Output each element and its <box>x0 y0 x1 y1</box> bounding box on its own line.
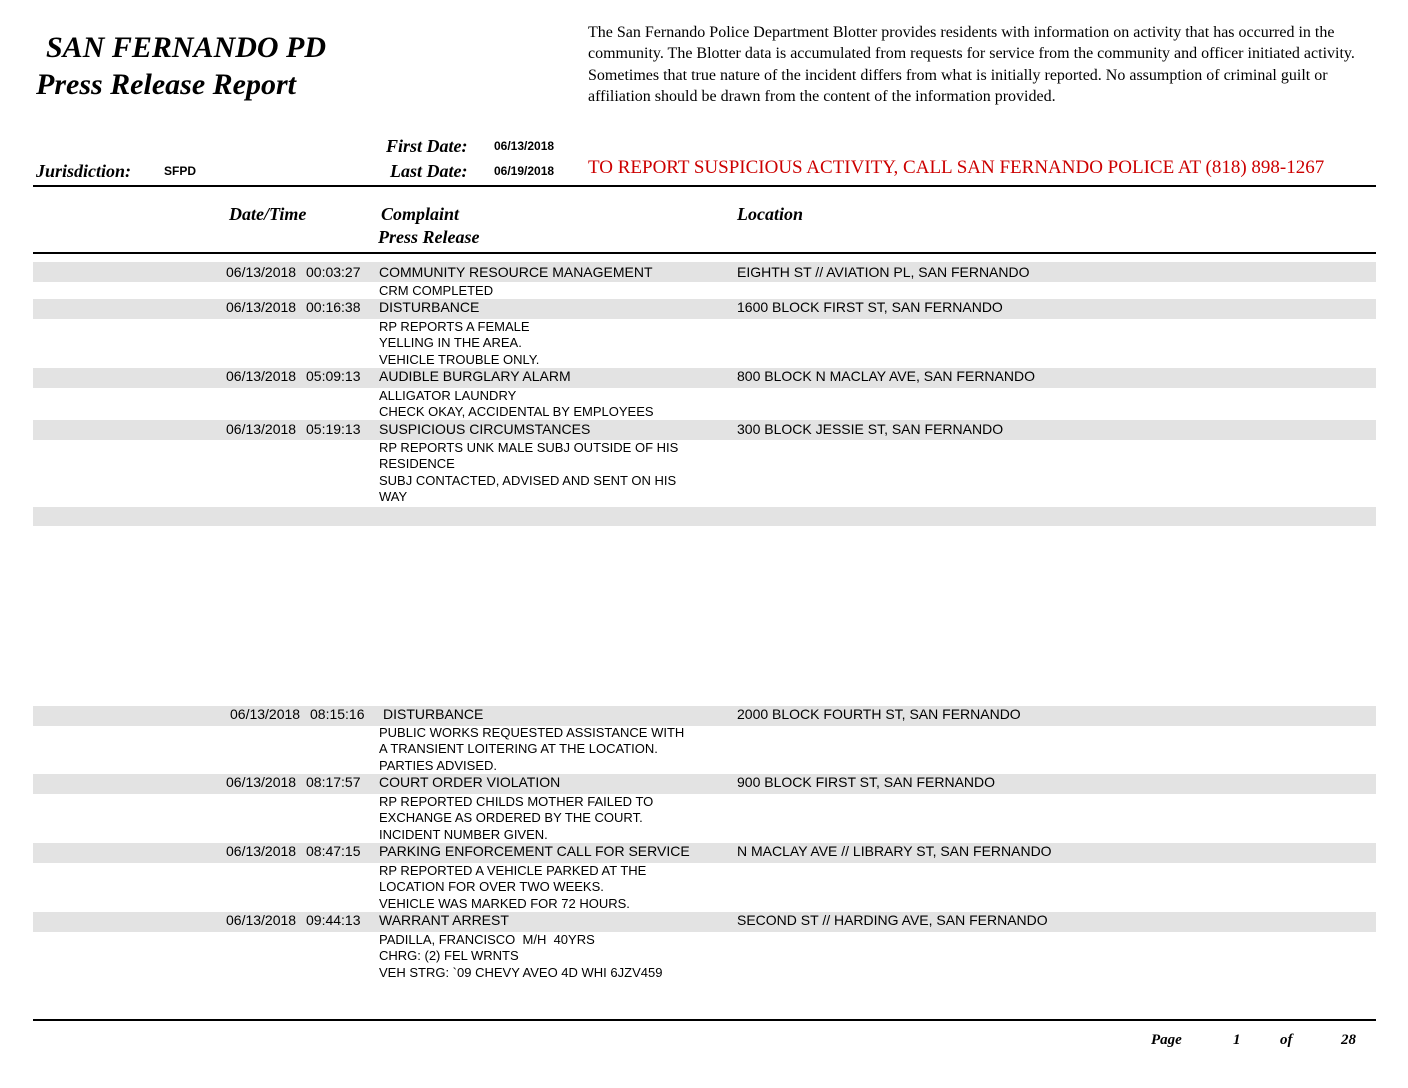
last-date-value: 06/19/2018 <box>494 164 555 178</box>
record-complaint: SUSPICIOUS CIRCUMSTANCES <box>379 421 591 437</box>
record-location: N MACLAY AVE // LIBRARY ST, SAN FERNANDO <box>737 843 1052 859</box>
record-press-release: RP REPORTS A FEMALE YELLING IN THE AREA. VEHICLE TROUBLE ONLY. <box>379 319 540 367</box>
record-date: 06/13/2018 <box>226 299 297 315</box>
record-time: 09:44:13 <box>306 912 361 928</box>
record-location: 800 BLOCK N MACLAY AVE, SAN FERNANDO <box>737 368 1035 384</box>
record-time: 00:16:38 <box>306 299 361 315</box>
jurisdiction-label: Jurisdiction: <box>36 161 132 181</box>
record-time: 05:19:13 <box>306 421 361 437</box>
record-date: 06/13/2018 <box>226 843 297 859</box>
of-label: of <box>1280 1032 1293 1048</box>
record-complaint: WARRANT ARREST <box>379 912 509 928</box>
record-press-release: RP REPORTED A VEHICLE PARKED AT THE LOCATION FOR OVER TWO WEEKS. VEHICLE WAS MARKED FOR 72 HOURS. <box>379 863 647 911</box>
record-date: 06/13/2018 <box>226 774 297 790</box>
record-date: 06/13/2018 <box>230 706 301 722</box>
record-complaint: DISTURBANCE <box>379 299 480 315</box>
report-title: Press Release Report <box>36 68 296 101</box>
jurisdiction-value: SFPD <box>164 164 197 178</box>
record-complaint: PARKING ENFORCEMENT CALL FOR SERVICE <box>379 843 690 859</box>
record-time: 05:09:13 <box>306 368 361 384</box>
column-header-press-release: Press Release <box>378 227 480 247</box>
column-header-location: Location <box>737 204 803 224</box>
record-time: 08:17:57 <box>306 774 361 790</box>
record-complaint: COMMUNITY RESOURCE MANAGEMENT <box>379 264 653 280</box>
record-time: 08:47:15 <box>306 843 361 859</box>
record-press-release: RP REPORTS UNK MALE SUBJ OUTSIDE OF HIS RESIDENCE SUBJ CONTACTED, ADVISED AND SENT ON HIS WAY <box>379 440 679 504</box>
record-date: 06/13/2018 <box>226 368 297 384</box>
total-pages: 28 <box>1341 1032 1356 1048</box>
record-press-release: PADILLA, FRANCISCO M/H 40YRS CHRG: (2) FEL WRNTS VEH STRG: `09 CHEVY AVEO 4D WHI 6JZV459 <box>379 932 663 980</box>
suspicious-activity-alert: TO REPORT SUSPICIOUS ACTIVITY, CALL SAN FERNANDO POLICE AT (818) 898-1267 <box>588 157 1325 178</box>
page-number: 1 <box>1233 1032 1241 1048</box>
empty-record-band <box>33 507 1376 526</box>
first-date-label: First Date: <box>386 136 468 156</box>
column-header-complaint: Complaint <box>381 204 460 224</box>
record-complaint: COURT ORDER VIOLATION <box>379 774 561 790</box>
record-location: 1600 BLOCK FIRST ST, SAN FERNANDO <box>737 299 1003 315</box>
record-press-release: ALLIGATOR LAUNDRY CHECK OKAY, ACCIDENTAL BY EMPLOYEES <box>379 388 654 420</box>
last-date-label: Last Date: <box>390 161 468 181</box>
record-location: EIGHTH ST // AVIATION PL, SAN FERNANDO <box>737 264 1030 280</box>
record-complaint: DISTURBANCE <box>383 706 484 722</box>
record-date: 06/13/2018 <box>226 912 297 928</box>
footer-divider <box>33 1019 1376 1021</box>
record-location: 2000 BLOCK FOURTH ST, SAN FERNANDO <box>737 706 1021 722</box>
record-date: 06/13/2018 <box>226 421 297 437</box>
column-header-divider <box>33 252 1376 254</box>
record-time: 08:15:16 <box>310 706 365 722</box>
record-location: 900 BLOCK FIRST ST, SAN FERNANDO <box>737 774 996 790</box>
record-press-release: PUBLIC WORKS REQUESTED ASSISTANCE WITH A TRANSIENT LOITERING AT THE LOCATION. PARTIES ADVISED. <box>379 725 685 773</box>
record-complaint: AUDIBLE BURGLARY ALARM <box>379 368 571 384</box>
page-label: Page <box>1151 1032 1182 1048</box>
record-date: 06/13/2018 <box>226 264 297 280</box>
record-press-release: CRM COMPLETED <box>379 283 494 298</box>
column-header-datetime: Date/Time <box>229 204 307 224</box>
agency-title: SAN FERNANDO PD <box>46 31 327 64</box>
first-date-value: 06/13/2018 <box>494 139 555 153</box>
header-divider <box>33 185 1376 187</box>
record-press-release: RP REPORTED CHILDS MOTHER FAILED TO EXCHANGE AS ORDERED BY THE COURT. INCIDENT NUMBER GIVEN. <box>379 794 654 842</box>
record-location: 300 BLOCK JESSIE ST, SAN FERNANDO <box>737 421 1004 437</box>
record-location: SECOND ST // HARDING AVE, SAN FERNANDO <box>737 912 1048 928</box>
record-time: 00:03:27 <box>306 264 361 280</box>
intro-paragraph: The San Fernando Police Department Blotter provides residents with information on activity that has occurred in the community. The Blotter data is accumulated from requests for service from the community and officer initiated activity. Sometimes that true nature of the incident differs from what is initially reported. No assumption of criminal guilt or affiliation should be drawn from the content of the information provided. <box>588 24 1355 106</box>
